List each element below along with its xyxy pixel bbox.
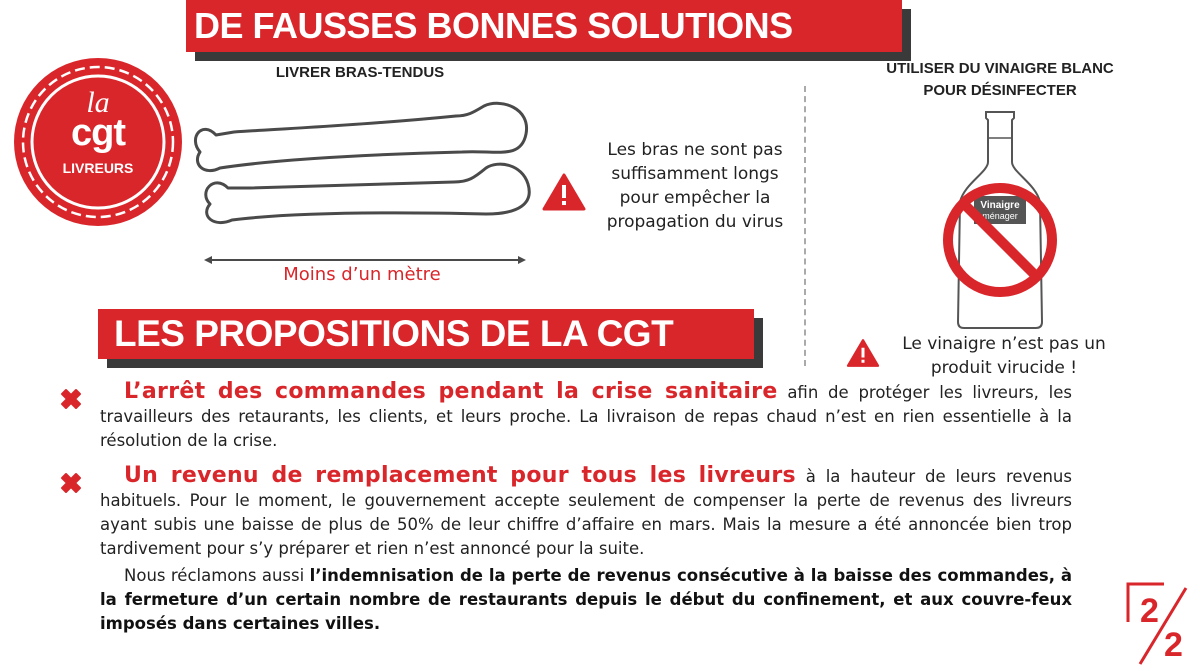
page-current: 2 — [1140, 592, 1159, 630]
proposal-item — [100, 380, 1072, 453]
outstretched-arms-icon — [186, 80, 546, 280]
page-title-banner — [186, 0, 902, 52]
cross-bullet-icon — [58, 386, 84, 412]
claim-paragraph — [100, 564, 1072, 636]
svg-text:Vinaigre: Vinaigre — [980, 200, 1020, 211]
distance-label: Moins d’un mètre — [283, 264, 441, 285]
arms-section-title: LIVRER BRAS-TENDUS — [275, 64, 445, 81]
logo-cgt: cgt — [71, 112, 125, 154]
logo-livreurs: LIVREURS — [62, 160, 134, 176]
svg-text:ménager: ménager — [982, 211, 1018, 221]
vinegar-warning-text: Le vinaigre n’est pas un produit virucide ! — [902, 334, 1106, 378]
warning-icon — [542, 172, 586, 212]
proposal-item — [100, 464, 1072, 561]
crossed-vinegar-bottle-icon — [936, 108, 1064, 330]
proposal-lead: Un revenu de remplacement pour tous les livreurs — [124, 463, 796, 488]
proposal-body: afin de protéger les livreurs, les travailleurs des retaurants, les clients, et leurs proche. La livraison de repas chaud n’est en rien essentielle à la résolution de la crise. — [100, 383, 1072, 450]
vinegar-section-title: UTILISER DU VINAIGRE BLANC POUR DÉSINFECTER — [886, 60, 1114, 99]
logo-la: la — [86, 86, 110, 119]
proposals-title: LES PROPOSITIONS DE LA CGT — [114, 313, 674, 354]
warning-icon — [846, 338, 880, 368]
section-divider — [804, 86, 806, 366]
arms-warning-text: Les bras ne sont pas suffisamment longs pour empêcher la propagation du virus — [606, 140, 784, 232]
proposal-lead: L’arrêt des commandes pendant la crise sanitaire — [124, 379, 778, 404]
proposals-banner — [98, 309, 754, 359]
page-title: DE FAUSSES BONNES SOLUTIONS — [194, 5, 793, 46]
page-total: 2 — [1164, 626, 1183, 664]
cross-bullet-icon — [58, 470, 84, 496]
proposal-body: à la hauteur de leurs revenus habituels. Pour le moment, le gouvernement accepte seulement de compenser la perte de revenus des livreurs ayant subis une baisse de plus de 50% de leur chiffre d’affaire en mars. Mais la mesure a été annoncée bien trop tardivement pour s’y préparer et rien n’est annoncé pour la suite. — [100, 467, 1072, 558]
claim-strong: l’indemnisation de la perte de revenus consécutive à la baisse des commandes, à la fermeture d’un certain nombre de restaurants depuis le début du confinement, et aux couvre-feux imposés dans certaines villes. — [100, 566, 1072, 633]
cgt-logo — [12, 56, 184, 228]
page-indicator-frame — [1124, 578, 1196, 668]
claim-intro: Nous réclamons aussi — [124, 566, 310, 585]
